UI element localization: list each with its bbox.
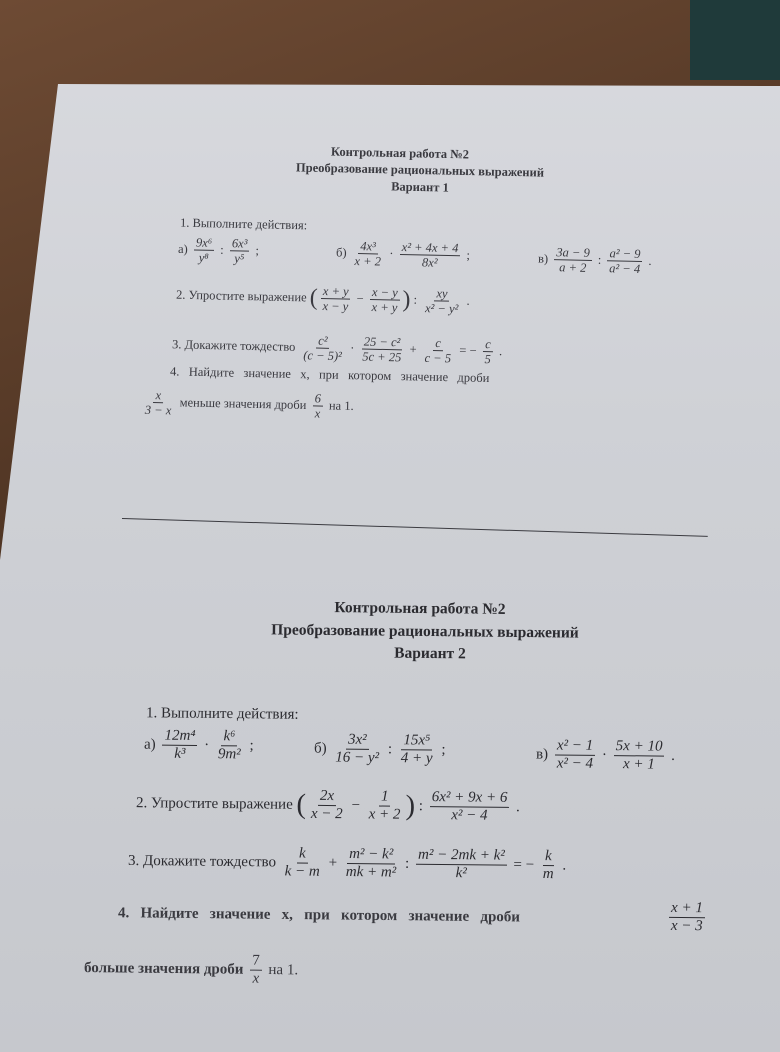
- numerator: x + 1: [671, 899, 703, 917]
- denominator: 3 − x: [144, 403, 172, 418]
- paren-open: (: [309, 284, 318, 311]
- fraction: [423, 286, 461, 317]
- fraction: [399, 240, 460, 271]
- denominator: 4 + y: [400, 750, 433, 767]
- task-text: меньше значения дроби: [179, 395, 307, 412]
- fraction: [309, 788, 345, 824]
- fraction: [216, 728, 243, 764]
- v2-task-1b: [314, 731, 446, 768]
- fraction: [352, 239, 383, 269]
- denominator: a + 2: [559, 260, 587, 276]
- v2-task-1c: [536, 737, 675, 774]
- fraction: [399, 732, 435, 768]
- task-text: больше значения дроби: [83, 960, 244, 978]
- task-text: на 1.: [268, 961, 299, 979]
- v1-task-1a: [178, 235, 259, 266]
- operator: :: [418, 798, 424, 815]
- operator: +: [328, 854, 338, 872]
- variant-1-number: Вариант 1: [391, 179, 450, 195]
- denominator: x + 1: [622, 756, 655, 773]
- v1-task-4-line-2: [140, 388, 354, 422]
- task-text: на 1.: [328, 398, 354, 413]
- punctuation: .: [562, 857, 567, 874]
- item-label: в): [535, 746, 549, 763]
- variant-1-subtitle: Преобразование рациональных выражений: [295, 160, 545, 180]
- numerator: 5x + 10: [615, 738, 663, 755]
- denominator: x² − 4: [451, 807, 488, 824]
- fraction: [344, 846, 399, 882]
- denominator: x + y: [371, 300, 398, 315]
- numerator: 1: [380, 788, 389, 805]
- numerator: xy: [436, 286, 448, 301]
- item-label: в): [537, 251, 549, 266]
- v2-task-1-heading: 1. Выполните действия:: [145, 705, 299, 723]
- numerator: c: [435, 336, 442, 351]
- operator: :: [404, 855, 410, 872]
- operator: ·: [350, 341, 355, 356]
- numerator: 6x³: [231, 236, 248, 251]
- fraction: [367, 788, 403, 824]
- denominator: y⁵: [234, 251, 245, 266]
- fraction: [669, 900, 705, 936]
- fraction: [250, 953, 262, 989]
- fraction: [554, 245, 592, 276]
- punctuation: .: [671, 747, 675, 764]
- denominator: m: [542, 866, 554, 883]
- denominator: 8x²: [421, 255, 438, 271]
- numerator: m² − k²: [349, 846, 394, 863]
- v2-task-4-fraction-1: [666, 900, 708, 936]
- v2-task-3: [128, 844, 567, 884]
- numerator: a² − 9: [609, 246, 641, 261]
- denominator: x − 2: [310, 806, 343, 823]
- denominator: x² − 4: [556, 755, 594, 773]
- operator: −: [356, 291, 364, 306]
- operator: = −: [459, 343, 477, 358]
- operator: :: [387, 741, 393, 758]
- denominator: mk + m²: [345, 864, 397, 881]
- denominator: x² − y²: [424, 301, 459, 317]
- denominator: x: [252, 970, 260, 987]
- denominator: (c − 5)²: [303, 348, 343, 364]
- punctuation: ;: [255, 243, 260, 258]
- fraction: [194, 235, 215, 265]
- v1-task-1b: [336, 239, 470, 272]
- fraction: [607, 246, 643, 276]
- denominator: 9m²: [217, 746, 241, 763]
- numerator: k: [299, 845, 306, 862]
- fraction: [143, 388, 174, 418]
- numerator: x: [155, 388, 162, 403]
- task-label: 2. Упростите выражение: [175, 287, 307, 305]
- background-object: [690, 0, 780, 80]
- denominator: x − y: [322, 299, 349, 314]
- item-label: а): [177, 241, 188, 257]
- numerator: 2x: [319, 787, 335, 805]
- denominator: c − 5: [424, 351, 452, 366]
- punctuation: .: [498, 344, 503, 359]
- fraction: [320, 284, 350, 314]
- denominator: x − 3: [670, 918, 703, 935]
- denominator: x + 2: [354, 254, 382, 269]
- task-label: 3. Докажите тождество: [171, 337, 296, 354]
- denominator: y⁸: [198, 250, 209, 266]
- numerator: c: [485, 337, 491, 352]
- item-label: б): [313, 740, 327, 757]
- numerator: 15x⁵: [403, 732, 431, 749]
- task-label: 3. Докажите тождество: [127, 852, 277, 871]
- fraction: [333, 732, 381, 768]
- numerator: x + y: [322, 283, 349, 299]
- numerator: 6: [314, 391, 322, 406]
- variant-2-title: Контрольная работа №2: [334, 599, 506, 618]
- numerator: x² − 1: [556, 737, 594, 754]
- numerator: 7: [252, 952, 260, 969]
- numerator: c²: [318, 333, 328, 348]
- v1-task-1c: [538, 245, 652, 277]
- fraction: [482, 337, 493, 367]
- fraction: [301, 333, 344, 364]
- fraction: [541, 848, 556, 884]
- fraction: [162, 728, 197, 764]
- denominator: x + 2: [368, 806, 401, 824]
- fraction: [430, 789, 510, 825]
- denominator: k²: [455, 865, 467, 882]
- numerator: 6x² + 9x + 6: [431, 789, 508, 806]
- operator: +: [409, 342, 417, 357]
- numerator: 12m⁴: [164, 727, 196, 744]
- variant-2-number: Вариант 2: [394, 644, 466, 663]
- fraction: [283, 845, 322, 881]
- operator: −: [351, 797, 361, 814]
- v1-task-1-heading: 1. Выполните действия:: [179, 215, 308, 233]
- v2-task-4-line-2: [84, 951, 298, 989]
- punctuation: ;: [249, 737, 254, 754]
- fraction: [613, 738, 664, 774]
- variant-2-subtitle: Преобразование рациональных выражений: [271, 621, 579, 642]
- punctuation: .: [515, 799, 520, 816]
- paren-open: (: [296, 789, 307, 821]
- fraction: [369, 285, 399, 315]
- fraction: [229, 236, 249, 266]
- numerator: x² + 4x + 4: [401, 239, 459, 256]
- numerator: 9x⁶: [195, 235, 213, 250]
- fraction: [312, 391, 323, 421]
- operator: :: [597, 252, 602, 267]
- numerator: 3x²: [347, 731, 367, 748]
- denominator: 5c + 25: [362, 349, 402, 365]
- numerator: 4x³: [360, 239, 376, 254]
- numerator: x − y: [371, 285, 398, 300]
- paren-close: ): [405, 790, 416, 822]
- item-label: б): [335, 245, 347, 260]
- numerator: k: [544, 848, 552, 865]
- punctuation: ;: [466, 248, 471, 263]
- fraction: [555, 737, 596, 773]
- punctuation: ;: [441, 741, 446, 758]
- numerator: 3a − 9: [556, 245, 590, 260]
- numerator: k⁶: [223, 728, 236, 745]
- fraction: [360, 334, 404, 365]
- numerator: m² − 2mk + k²: [417, 846, 505, 864]
- denominator: 5: [484, 352, 491, 367]
- denominator: x: [314, 406, 321, 421]
- item-label: а): [143, 736, 156, 753]
- denominator: 16 − y²: [335, 749, 380, 767]
- fraction: [422, 336, 453, 366]
- fraction: [416, 847, 507, 883]
- punctuation: .: [648, 253, 652, 268]
- paren-close: ): [402, 286, 411, 313]
- operator: = −: [513, 856, 535, 874]
- operator: ·: [389, 246, 394, 261]
- v1-task-2: [176, 281, 470, 317]
- task-label: 2. Упростите выражение: [135, 795, 293, 813]
- operator: ·: [601, 747, 607, 764]
- v2-task-1a: [144, 727, 254, 764]
- numerator: 25 − c²: [363, 334, 401, 350]
- operator: :: [220, 242, 224, 257]
- v2-task-4-line-1: 4. Найдите значение x, при котором значение дроби: [117, 905, 521, 926]
- variant-1-title: Контрольная работа №2: [330, 144, 470, 162]
- v2-task-2: [136, 786, 520, 826]
- v1-task-4-line-1: 4. Найдите значение x, при котором значение дроби: [169, 364, 490, 386]
- denominator: a² − 4: [609, 261, 641, 277]
- denominator: k − m: [284, 863, 320, 880]
- operator: ·: [204, 737, 210, 754]
- punctuation: .: [466, 293, 470, 308]
- operator: :: [413, 292, 418, 307]
- denominator: k³: [174, 745, 186, 763]
